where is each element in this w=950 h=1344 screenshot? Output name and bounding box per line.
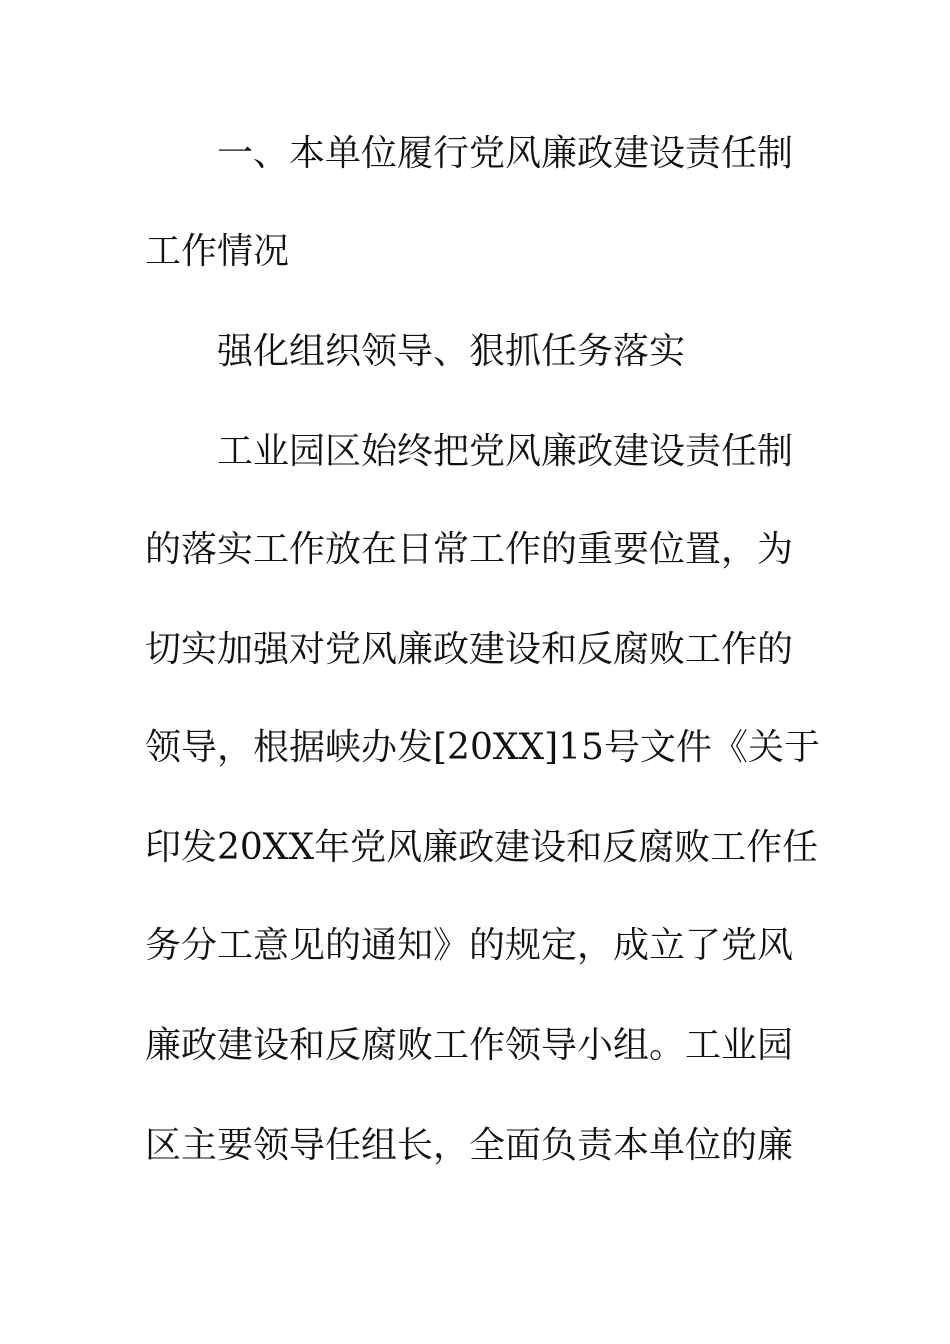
body-line-3: 切实加强对党风廉政建设和反腐败工作的 [145, 629, 794, 670]
body-line-8: 区主要领导任组长，全面负责本单位的廉 [145, 1125, 794, 1166]
section-heading-line-1: 一、本单位履行党风廉政建设责任制 [217, 133, 794, 174]
body-line-4: 领导，根据峡办发[20XX]15号文件《关于 [145, 727, 820, 768]
body-line-2: 的落实工作放在日常工作的重要位置，为 [145, 529, 794, 570]
subheading: 强化组织领导、狠抓任务落实 [217, 331, 686, 372]
body-line-7: 廉政建设和反腐败工作领导小组。工业园 [145, 1025, 794, 1066]
body-line-1: 工业园区始终把党风廉政建设责任制 [217, 431, 794, 472]
section-heading-line-2: 工作情况 [145, 231, 290, 272]
body-line-5: 印发20XX年党风廉政建设和反腐败工作任 [145, 827, 819, 868]
body-line-6: 务分工意见的通知》的规定，成立了党风 [145, 925, 794, 966]
